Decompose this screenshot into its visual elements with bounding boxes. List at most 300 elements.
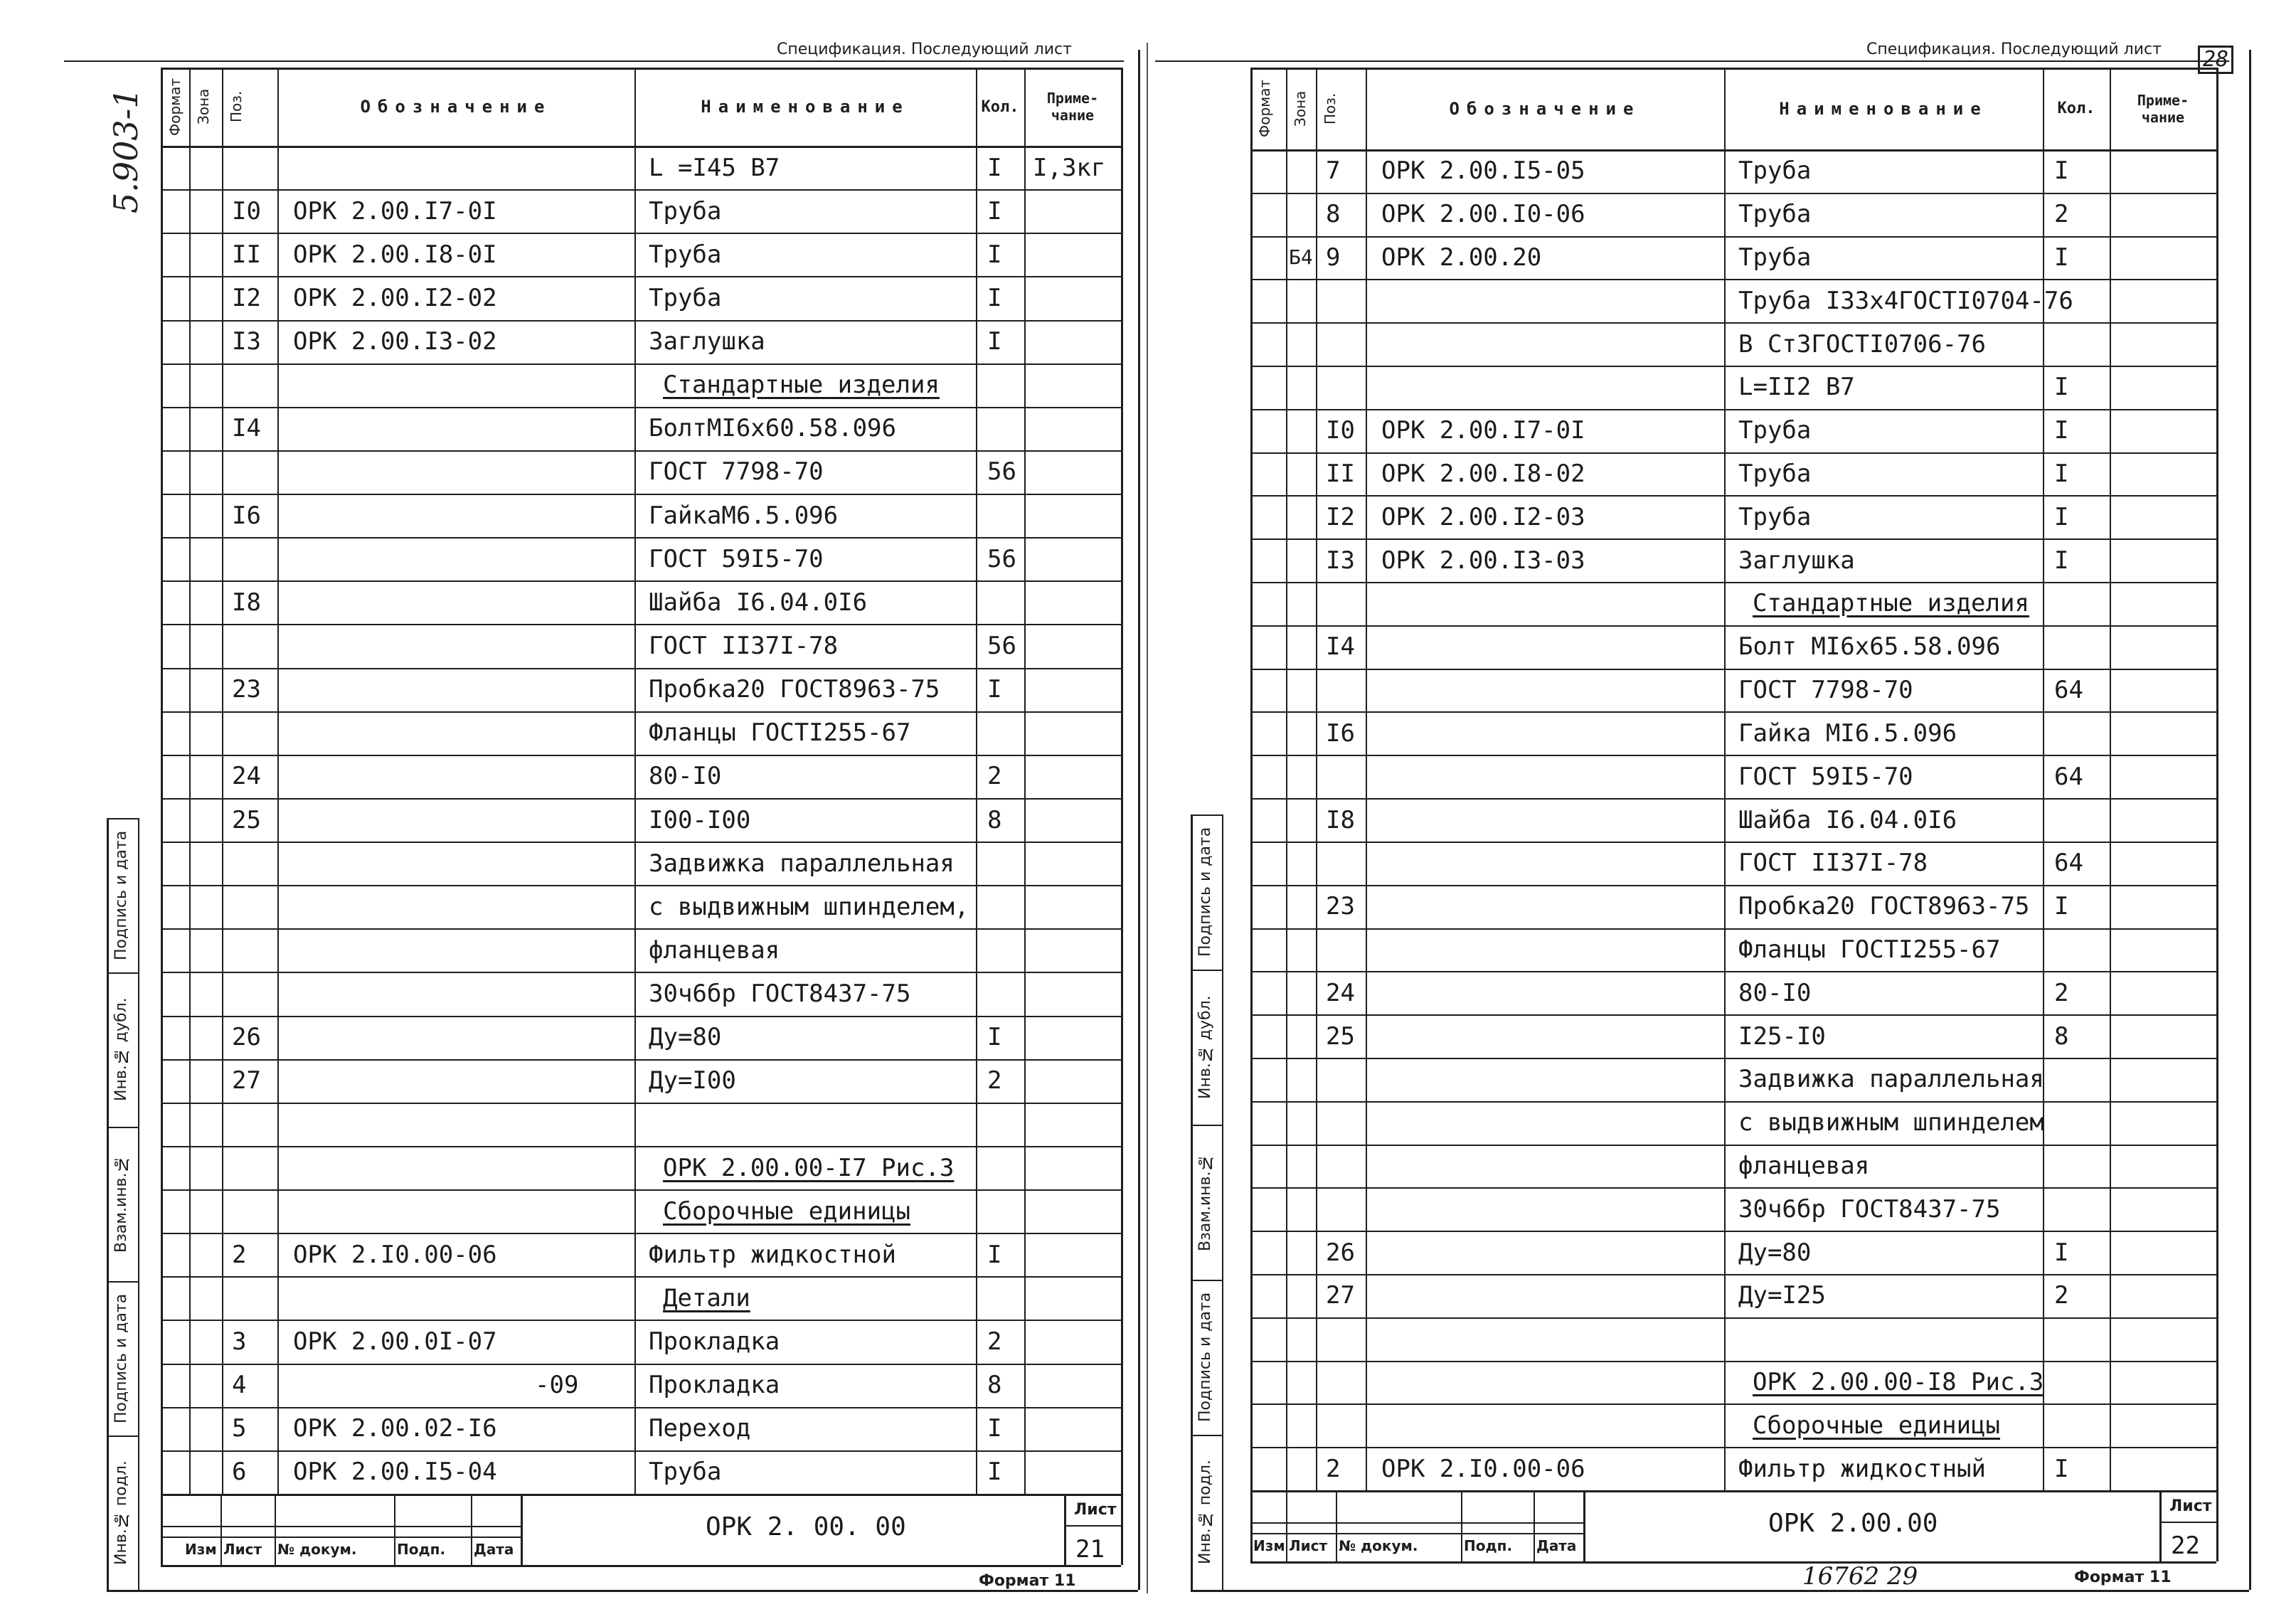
row-quantity: I <box>987 196 1002 225</box>
rule-line <box>1191 1590 2249 1592</box>
rule-line <box>161 580 1121 582</box>
row-position: 25 <box>1326 1021 1355 1051</box>
row-name: Труба <box>649 1458 722 1487</box>
rule-line <box>521 1494 523 1565</box>
row-name: Пробка20 ГОСТ8963-75 <box>649 675 940 704</box>
document-code: ОРК 2. 00. 00 <box>706 1512 906 1541</box>
right-sheet <box>1148 0 2296 1624</box>
rule-line <box>1250 1490 2216 1492</box>
rule-line <box>1461 1490 1462 1561</box>
top-caption: Спецификация. Последующий лист <box>777 41 1072 58</box>
row-position: I8 <box>1326 805 1355 834</box>
rule-line <box>1250 193 2216 194</box>
row-quantity: I <box>987 1023 1002 1052</box>
document-code: ОРК 2.00.00 <box>1768 1509 1938 1538</box>
row-position: I4 <box>232 414 261 443</box>
rule-line <box>2249 50 2251 1590</box>
rule-line <box>1064 1525 1121 1527</box>
rule-line <box>161 1494 1121 1496</box>
rule-line <box>1250 1533 1583 1534</box>
row-designation: ОРК 2.00.I3-02 <box>293 327 497 356</box>
row-position: I3 <box>1326 546 1355 575</box>
row-designation: ОРК 2.00.I7-0I <box>1381 416 1585 445</box>
row-quantity: I <box>987 675 1002 704</box>
row-position: I3 <box>232 327 261 356</box>
row-name: Труба <box>649 283 722 312</box>
side-stamp-label: Подпись и дата <box>112 1293 130 1423</box>
row-name: Ду=80 <box>1738 1238 1812 1267</box>
rule-line <box>2043 68 2044 1490</box>
rule-line <box>107 972 138 974</box>
rule-line <box>1336 1490 1337 1561</box>
row-position: 8 <box>1326 200 1341 229</box>
rule-line <box>1250 1561 2216 1564</box>
rule-line <box>1250 1101 2216 1103</box>
title-block-label: № докум. <box>1339 1537 1418 1554</box>
rule-line <box>1286 1490 1287 1561</box>
row-name: ГайкаМ6.5.096 <box>649 501 839 530</box>
row-name: Прокладка <box>649 1327 780 1357</box>
row-position: II <box>232 240 261 269</box>
rule-line <box>1250 1447 2216 1448</box>
rule-line <box>1250 1361 2216 1362</box>
row-designation: ОРК 2.00.20 <box>1381 243 1542 272</box>
row-name: ОРК 2.00.00-I7 Рис.3 <box>663 1153 955 1182</box>
row-name: ГОСТ II37I-78 <box>649 631 839 660</box>
row-position: 6 <box>232 1458 247 1487</box>
row-name: с выдвижным шпинделем, <box>649 892 969 921</box>
row-designation: ОРК 2.00.I5-05 <box>1381 156 1585 186</box>
rule-line <box>1250 711 2216 713</box>
rule-line <box>64 60 1124 62</box>
row-designation: -09 <box>535 1371 579 1400</box>
archive-number: 16762 29 <box>1802 1562 1918 1591</box>
rule-line <box>1534 1490 1535 1561</box>
row-name: 30ч6бр ГОСТ8437-75 <box>649 980 911 1009</box>
row-position: 27 <box>232 1066 261 1095</box>
rule-line <box>161 1233 1121 1234</box>
side-stamp-label: Инв.№ подл. <box>112 1460 130 1565</box>
row-quantity: 64 <box>2054 676 2083 705</box>
row-position: 24 <box>1326 978 1355 1007</box>
row-designation: ОРК 2.00.I8-0I <box>293 240 497 269</box>
rule-line <box>1250 1145 2216 1146</box>
row-quantity: I <box>2054 373 2069 402</box>
rule-line <box>976 68 977 1494</box>
rule-line <box>1250 1058 2216 1059</box>
rule-line <box>1250 1014 2216 1016</box>
row-position: 23 <box>1326 892 1355 921</box>
rule-line <box>107 1127 138 1128</box>
rule-line <box>161 1450 1121 1452</box>
header-note: Приме-чание <box>2137 91 2189 126</box>
row-name: 30ч6бр ГОСТ8437-75 <box>1738 1194 2001 1224</box>
rule-line <box>161 1537 521 1538</box>
row-designation: ОРК 2.00.I8-02 <box>1381 460 1585 489</box>
row-name: В Ст3ГОСТI0706-76 <box>1738 329 1986 359</box>
row-designation: ОРК 2.00.I0-06 <box>1381 200 1585 229</box>
row-designation: ОРК 2.00.I2-03 <box>1381 502 1585 531</box>
row-quantity: I <box>2054 546 2069 575</box>
series-code: 5.903-1 <box>107 87 145 213</box>
row-position: 7 <box>1326 156 1341 186</box>
rule-line <box>222 68 223 1494</box>
rule-line <box>1250 409 2216 410</box>
rule-line <box>1191 814 1193 1590</box>
row-name: Труба <box>1738 460 1812 489</box>
row-quantity: 64 <box>2054 849 2083 878</box>
corner-sheet-number: 28 <box>2198 46 2233 74</box>
title-block-label: Лист <box>223 1541 262 1558</box>
row-name: Труба <box>649 240 722 269</box>
row-name: I00-I00 <box>649 805 751 834</box>
rule-line <box>161 668 1121 669</box>
header-qty: Кол. <box>2057 100 2095 117</box>
rule-line <box>1250 885 2216 886</box>
rule-line <box>107 1590 1138 1592</box>
row-name: Сборочные единицы <box>663 1196 910 1226</box>
rule-line <box>1250 1522 1583 1524</box>
rule-line <box>161 1059 1121 1061</box>
header-format: Формат <box>1256 79 1273 138</box>
row-name: БолтМI6х60.58.096 <box>649 414 896 443</box>
title-block-label: Лист <box>1289 1537 1328 1554</box>
row-quantity: I <box>2054 502 2069 531</box>
title-block-label: Дата <box>474 1541 514 1558</box>
rule-line <box>161 1565 1121 1567</box>
rule-line <box>161 1189 1121 1191</box>
row-quantity: I <box>987 1240 1002 1269</box>
row-quantity: I <box>987 1414 1002 1443</box>
rule-line <box>1583 1490 1585 1561</box>
title-block-label: Подп. <box>1464 1537 1513 1554</box>
header-zone: Зона <box>1292 90 1309 127</box>
row-position: 24 <box>232 762 261 791</box>
rule-line <box>1191 970 1222 971</box>
row-name: Пробка20 ГОСТ8963-75 <box>1738 892 2030 921</box>
side-stamp-label: Инв.№ дубл. <box>1196 995 1214 1099</box>
rule-line <box>2110 68 2111 1490</box>
rule-line <box>1250 798 2216 800</box>
rule-line <box>1121 68 1123 1565</box>
rule-line <box>161 1407 1121 1408</box>
rule-line <box>1250 1317 2216 1319</box>
rule-line <box>1250 755 2216 756</box>
rule-line <box>1250 1403 2216 1405</box>
row-name: Фланцы ГОСТI255-67 <box>1738 935 2001 964</box>
rule-line <box>1191 1435 1222 1436</box>
rule-line <box>161 537 1121 538</box>
rule-line <box>1250 322 2216 324</box>
row-name: ГОСТ 59I5-70 <box>649 544 824 573</box>
rule-line <box>161 1103 1121 1104</box>
row-position: I6 <box>1326 718 1355 748</box>
row-name: Гайка МI6.5.096 <box>1738 718 1957 748</box>
rule-line <box>161 407 1121 408</box>
row-quantity: 2 <box>2054 1281 2069 1310</box>
rule-line <box>161 189 1121 191</box>
row-name: фланцевая <box>1738 1151 1870 1180</box>
row-quantity: I <box>2054 460 2069 489</box>
row-name: Стандартные изделия <box>1753 589 2029 618</box>
side-stamp-label: Подпись и дата <box>1196 1292 1214 1423</box>
format-label: Формат 11 <box>979 1572 1076 1590</box>
rule-line <box>161 1364 1121 1365</box>
row-quantity: I <box>987 327 1002 356</box>
rule-line <box>1250 495 2216 497</box>
row-designation: ОРК 2.I0.00-06 <box>1381 1454 1585 1483</box>
title-block-label: № докум. <box>277 1541 357 1558</box>
rule-line <box>161 276 1121 277</box>
row-name: фланцевая <box>649 935 780 965</box>
row-note: I,3кг <box>1033 153 1106 182</box>
row-quantity: I <box>987 283 1002 312</box>
row-position: 2 <box>232 1240 247 1269</box>
header-name: Наименование <box>1779 98 1988 119</box>
row-name: Болт МI6х65.58.096 <box>1738 632 2001 662</box>
rule-line <box>1316 68 1317 1490</box>
row-position: 3 <box>232 1327 247 1357</box>
row-quantity: 2 <box>2054 978 2069 1007</box>
rule-line <box>107 1435 138 1437</box>
row-quantity: I <box>2054 892 2069 921</box>
rule-line <box>1250 669 2216 670</box>
sheet-label: Лист <box>1074 1501 1117 1519</box>
row-zone: Б4 <box>1289 245 1313 270</box>
rule-line <box>161 1320 1121 1321</box>
row-designation: ОРК 2.00.I5-04 <box>293 1458 497 1487</box>
row-name: Шайба I6.04.0I6 <box>649 588 868 617</box>
rule-line <box>1138 50 1140 1590</box>
row-name: ГОСТ 7798-70 <box>1738 676 1913 705</box>
rule-line <box>1250 582 2216 583</box>
rule-line <box>1250 149 2216 152</box>
sheet-number: 21 <box>1075 1535 1105 1564</box>
row-position: I4 <box>1326 632 1355 662</box>
rule-line <box>161 1146 1121 1147</box>
side-stamp-label: Подпись и дата <box>1196 827 1214 957</box>
row-quantity: 2 <box>987 762 1002 791</box>
side-stamp-label: Инв.№ дубл. <box>112 997 130 1102</box>
rule-line <box>1024 68 1026 1494</box>
row-position: 2 <box>1326 1454 1341 1483</box>
header-name: Наименование <box>701 97 910 117</box>
rule-line <box>161 1016 1121 1017</box>
row-quantity: I <box>2054 1454 2069 1483</box>
row-position: 4 <box>232 1371 247 1400</box>
row-position: 5 <box>232 1414 247 1443</box>
row-quantity: I <box>987 240 1002 269</box>
rule-line <box>1064 1494 1066 1565</box>
format-label: Формат 11 <box>2074 1569 2172 1586</box>
header-zone: Зона <box>195 88 212 125</box>
side-stamp-label: Инв.№ подл. <box>1196 1460 1214 1565</box>
sheet-label: Лист <box>2169 1497 2212 1515</box>
rule-line <box>1250 366 2216 367</box>
row-quantity: 56 <box>987 544 1016 573</box>
row-position: 26 <box>1326 1238 1355 1267</box>
row-name: Заглушка <box>649 327 765 356</box>
row-quantity: 64 <box>2054 762 2083 791</box>
row-name: Фильтр жидкостной <box>649 1240 896 1269</box>
rule-line <box>1155 60 2229 62</box>
row-designation: ОРК 2.00.0I-07 <box>293 1327 497 1357</box>
row-position: 26 <box>232 1023 261 1052</box>
title-block-label: Изм <box>1253 1537 1285 1554</box>
rule-line <box>634 68 636 1494</box>
row-name: L =I45 B7 <box>649 153 780 182</box>
row-designation: ОРК 2.00.I2-02 <box>293 283 497 312</box>
rule-line <box>161 1526 521 1527</box>
row-position: 27 <box>1326 1281 1355 1310</box>
rule-line <box>394 1494 395 1565</box>
rule-line <box>277 68 279 1494</box>
row-name: Труба I33х4ГОСТI0704-76 <box>1738 286 2073 315</box>
title-block-label: Подп. <box>397 1541 446 1558</box>
header-designation: Обозначение <box>1449 98 1641 119</box>
rule-line <box>1191 1280 1222 1281</box>
rule-line <box>161 798 1121 800</box>
header-format: Формат <box>166 78 184 136</box>
row-quantity: 56 <box>987 457 1016 487</box>
rule-line <box>107 1281 138 1283</box>
row-quantity: 8 <box>987 805 1002 834</box>
rule-line <box>161 450 1121 452</box>
header-qty: Кол. <box>981 97 1019 116</box>
title-block-label: Изм <box>185 1541 217 1558</box>
row-name: Труба <box>1738 156 1812 186</box>
row-position: I2 <box>232 283 261 312</box>
top-caption: Спецификация. Последующий лист <box>1866 41 2162 58</box>
row-name: Шайба I6.04.0I6 <box>1738 805 1957 834</box>
row-quantity: I <box>987 1458 1002 1487</box>
rule-line <box>1250 279 2216 280</box>
rule-line <box>1250 538 2216 540</box>
rule-line <box>161 755 1121 756</box>
row-name: Задвижка параллельная <box>649 849 955 878</box>
row-quantity: I <box>2054 1238 2069 1267</box>
row-name: Прокладка <box>649 1371 780 1400</box>
row-name: Фильтр жидкостный <box>1738 1454 1986 1483</box>
row-name: Труба <box>1738 502 1812 531</box>
row-name: Ду=I00 <box>649 1066 736 1095</box>
row-name: L=II2 B7 <box>1738 373 1855 402</box>
rule-line <box>1724 68 1726 1490</box>
rule-line <box>189 68 191 1494</box>
rule-line <box>161 1276 1121 1278</box>
rule-line <box>161 624 1121 625</box>
row-name: ГОСТ 7798-70 <box>649 457 824 487</box>
row-name: ОРК 2.00.00-I8 Рис.3 <box>1753 1367 2044 1396</box>
header-designation: Обозначение <box>360 97 552 117</box>
rule-line <box>138 818 139 1590</box>
row-name: Фланцы ГОСТI255-67 <box>649 718 911 748</box>
row-position: I0 <box>1326 416 1355 445</box>
row-designation: ОРК 2.00.I3-03 <box>1381 546 1585 575</box>
row-name: ГОСТ II37I-78 <box>1738 849 1928 878</box>
header-note: Приме-чание <box>1046 90 1099 124</box>
row-position: 23 <box>232 675 261 704</box>
rule-line <box>1250 68 1253 1561</box>
row-name: Труба <box>1738 200 1812 229</box>
rule-line <box>275 1494 276 1565</box>
row-name: Стандартные изделия <box>663 371 940 400</box>
rule-line <box>1250 842 2216 843</box>
row-name: Заглушка <box>1738 546 1855 575</box>
row-name: Ду=80 <box>649 1023 722 1052</box>
rule-line <box>107 818 109 1590</box>
rule-line <box>1250 236 2216 238</box>
row-quantity: I <box>2054 416 2069 445</box>
row-quantity: 56 <box>987 631 1016 660</box>
rule-line <box>161 320 1121 322</box>
row-position: II <box>1326 460 1355 489</box>
sheet-number: 22 <box>2171 1532 2200 1560</box>
row-position: 25 <box>232 805 261 834</box>
row-designation: ОРК 2.I0.00-06 <box>293 1240 497 1269</box>
row-quantity: 2 <box>987 1327 1002 1357</box>
rule-line <box>1250 625 2216 627</box>
rule-line <box>220 1494 222 1565</box>
rule-line <box>1366 68 1367 1490</box>
row-position: I2 <box>1326 502 1355 531</box>
rule-line <box>2216 68 2218 1561</box>
row-designation: ОРК 2.00.I7-0I <box>293 196 497 225</box>
row-name: Труба <box>1738 416 1812 445</box>
rule-line <box>1222 814 1223 1590</box>
row-name: с выдвижным шпинделем <box>1738 1108 2044 1137</box>
rule-line <box>161 711 1121 713</box>
rule-line <box>1250 1274 2216 1275</box>
rule-line <box>1250 928 2216 930</box>
row-name: Труба <box>1738 243 1812 272</box>
row-quantity: I <box>2054 156 2069 186</box>
rule-line <box>2159 1522 2216 1523</box>
rule-line <box>161 363 1121 365</box>
rule-line <box>161 842 1121 843</box>
row-position: 9 <box>1326 243 1341 272</box>
row-name: Переход <box>649 1414 751 1443</box>
row-position: I6 <box>232 501 261 530</box>
rule-line <box>161 885 1121 886</box>
header-pos: Поз. <box>228 90 245 123</box>
sheet-fold-line <box>1147 43 1148 1593</box>
rule-line <box>1286 68 1287 1490</box>
row-name: 80-I0 <box>1738 978 1812 1007</box>
row-quantity: 8 <box>2054 1021 2069 1051</box>
row-name: Ду=I25 <box>1738 1281 1826 1310</box>
row-name: Труба <box>649 196 722 225</box>
row-name: ГОСТ 59I5-70 <box>1738 762 1913 791</box>
rule-line <box>107 818 138 819</box>
row-name: Сборочные единицы <box>1753 1411 2000 1440</box>
rule-line <box>1250 1187 2216 1189</box>
row-designation: ОРК 2.00.02-I6 <box>293 1414 497 1443</box>
row-quantity: 2 <box>2054 200 2069 229</box>
row-name: Задвижка параллельная <box>1738 1065 2044 1094</box>
row-quantity: I <box>2054 243 2069 272</box>
row-name: I25-I0 <box>1738 1021 1826 1051</box>
side-stamp-label: Взам.инв.№ <box>112 1155 130 1253</box>
side-stamp-label: Взам.инв.№ <box>1196 1153 1214 1251</box>
header-pos: Поз. <box>1322 92 1339 124</box>
row-quantity: 2 <box>987 1066 1002 1095</box>
rule-line <box>1250 452 2216 454</box>
row-quantity: 8 <box>987 1371 1002 1400</box>
row-position: I8 <box>232 588 261 617</box>
rule-line <box>1191 814 1222 816</box>
title-block-label: Дата <box>1536 1537 1577 1554</box>
